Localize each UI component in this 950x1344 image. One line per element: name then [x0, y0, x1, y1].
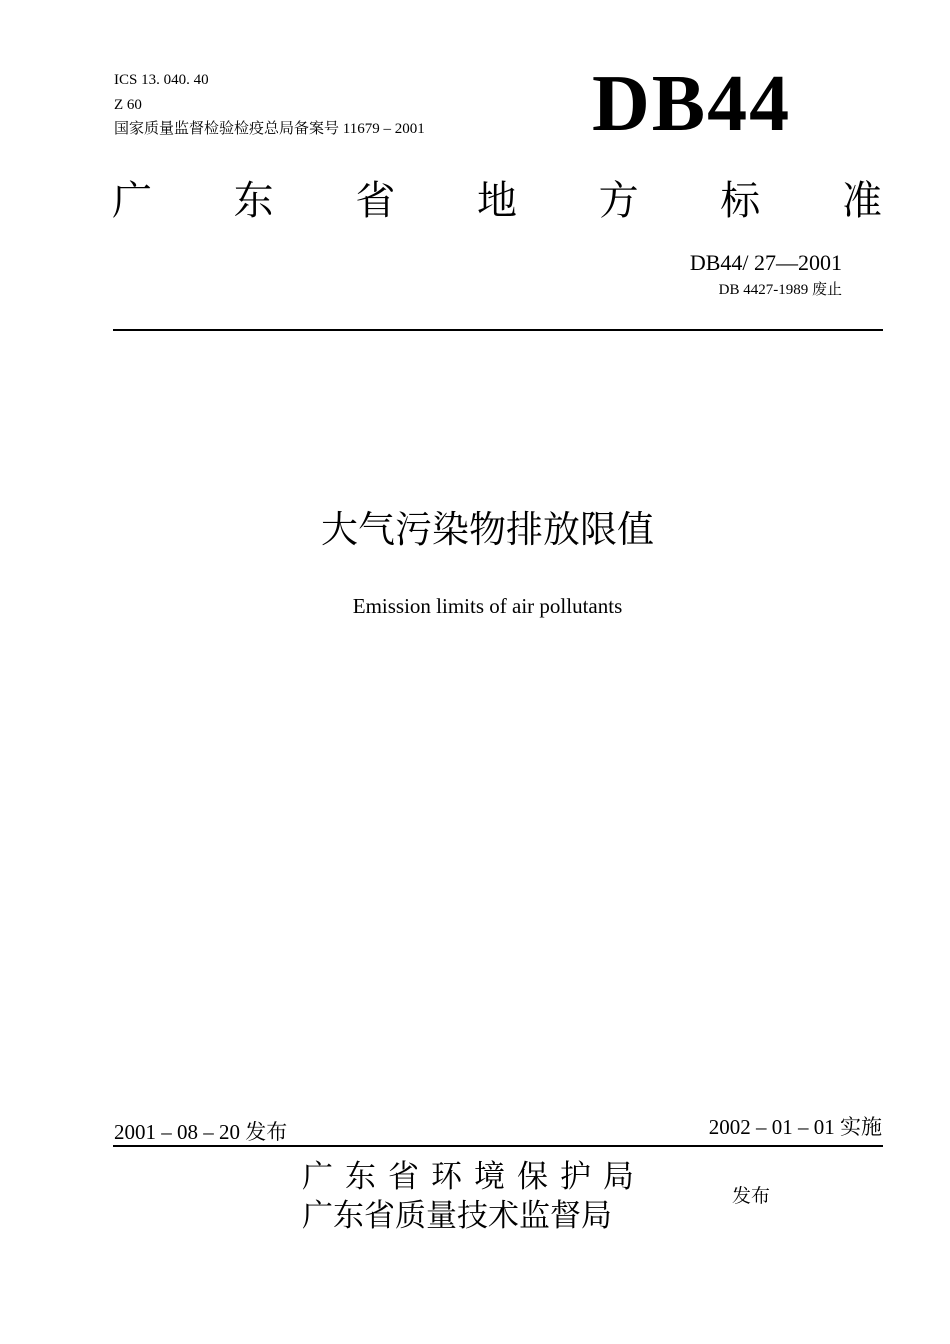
bottom-divider — [113, 1145, 883, 1147]
standard-number: DB44/ 27—2001 — [689, 250, 842, 275]
heading-char: 标 — [720, 178, 761, 224]
issuer-quality-bureau: 广东省质量技术监督局 — [302, 1198, 612, 1234]
ics-code: ICS 13. 040. 40 — [114, 72, 209, 88]
registration-number: 国家质量监督检验检疫总局备案号 11679 – 2001 — [114, 121, 425, 137]
issuer-environment-bureau: 广东省环境保护局 — [302, 1159, 646, 1195]
publish-label: 发布 — [732, 1185, 771, 1207]
document-title: 大气污染物排放限值 — [321, 508, 654, 551]
heading-char: 东 — [233, 178, 274, 224]
document-title-english: Emission limits of air pollutants — [352, 594, 623, 618]
heading-char: 准 — [841, 178, 882, 224]
heading-char: 省 — [355, 178, 396, 224]
issue-date: 2001 – 08 – 20 发布 — [114, 1120, 288, 1144]
standard-type-heading — [112, 176, 882, 226]
top-divider — [113, 329, 883, 331]
classification-code: Z 60 — [114, 97, 142, 113]
heading-char: 地 — [476, 178, 517, 224]
db44-logo: DB44 — [592, 60, 792, 148]
superseded-standard: DB 4427-1989 废止 — [718, 282, 842, 298]
heading-char: 广 — [112, 178, 152, 224]
implementation-date: 2002 – 01 – 01 实施 — [708, 1115, 882, 1139]
heading-char: 方 — [598, 178, 639, 224]
